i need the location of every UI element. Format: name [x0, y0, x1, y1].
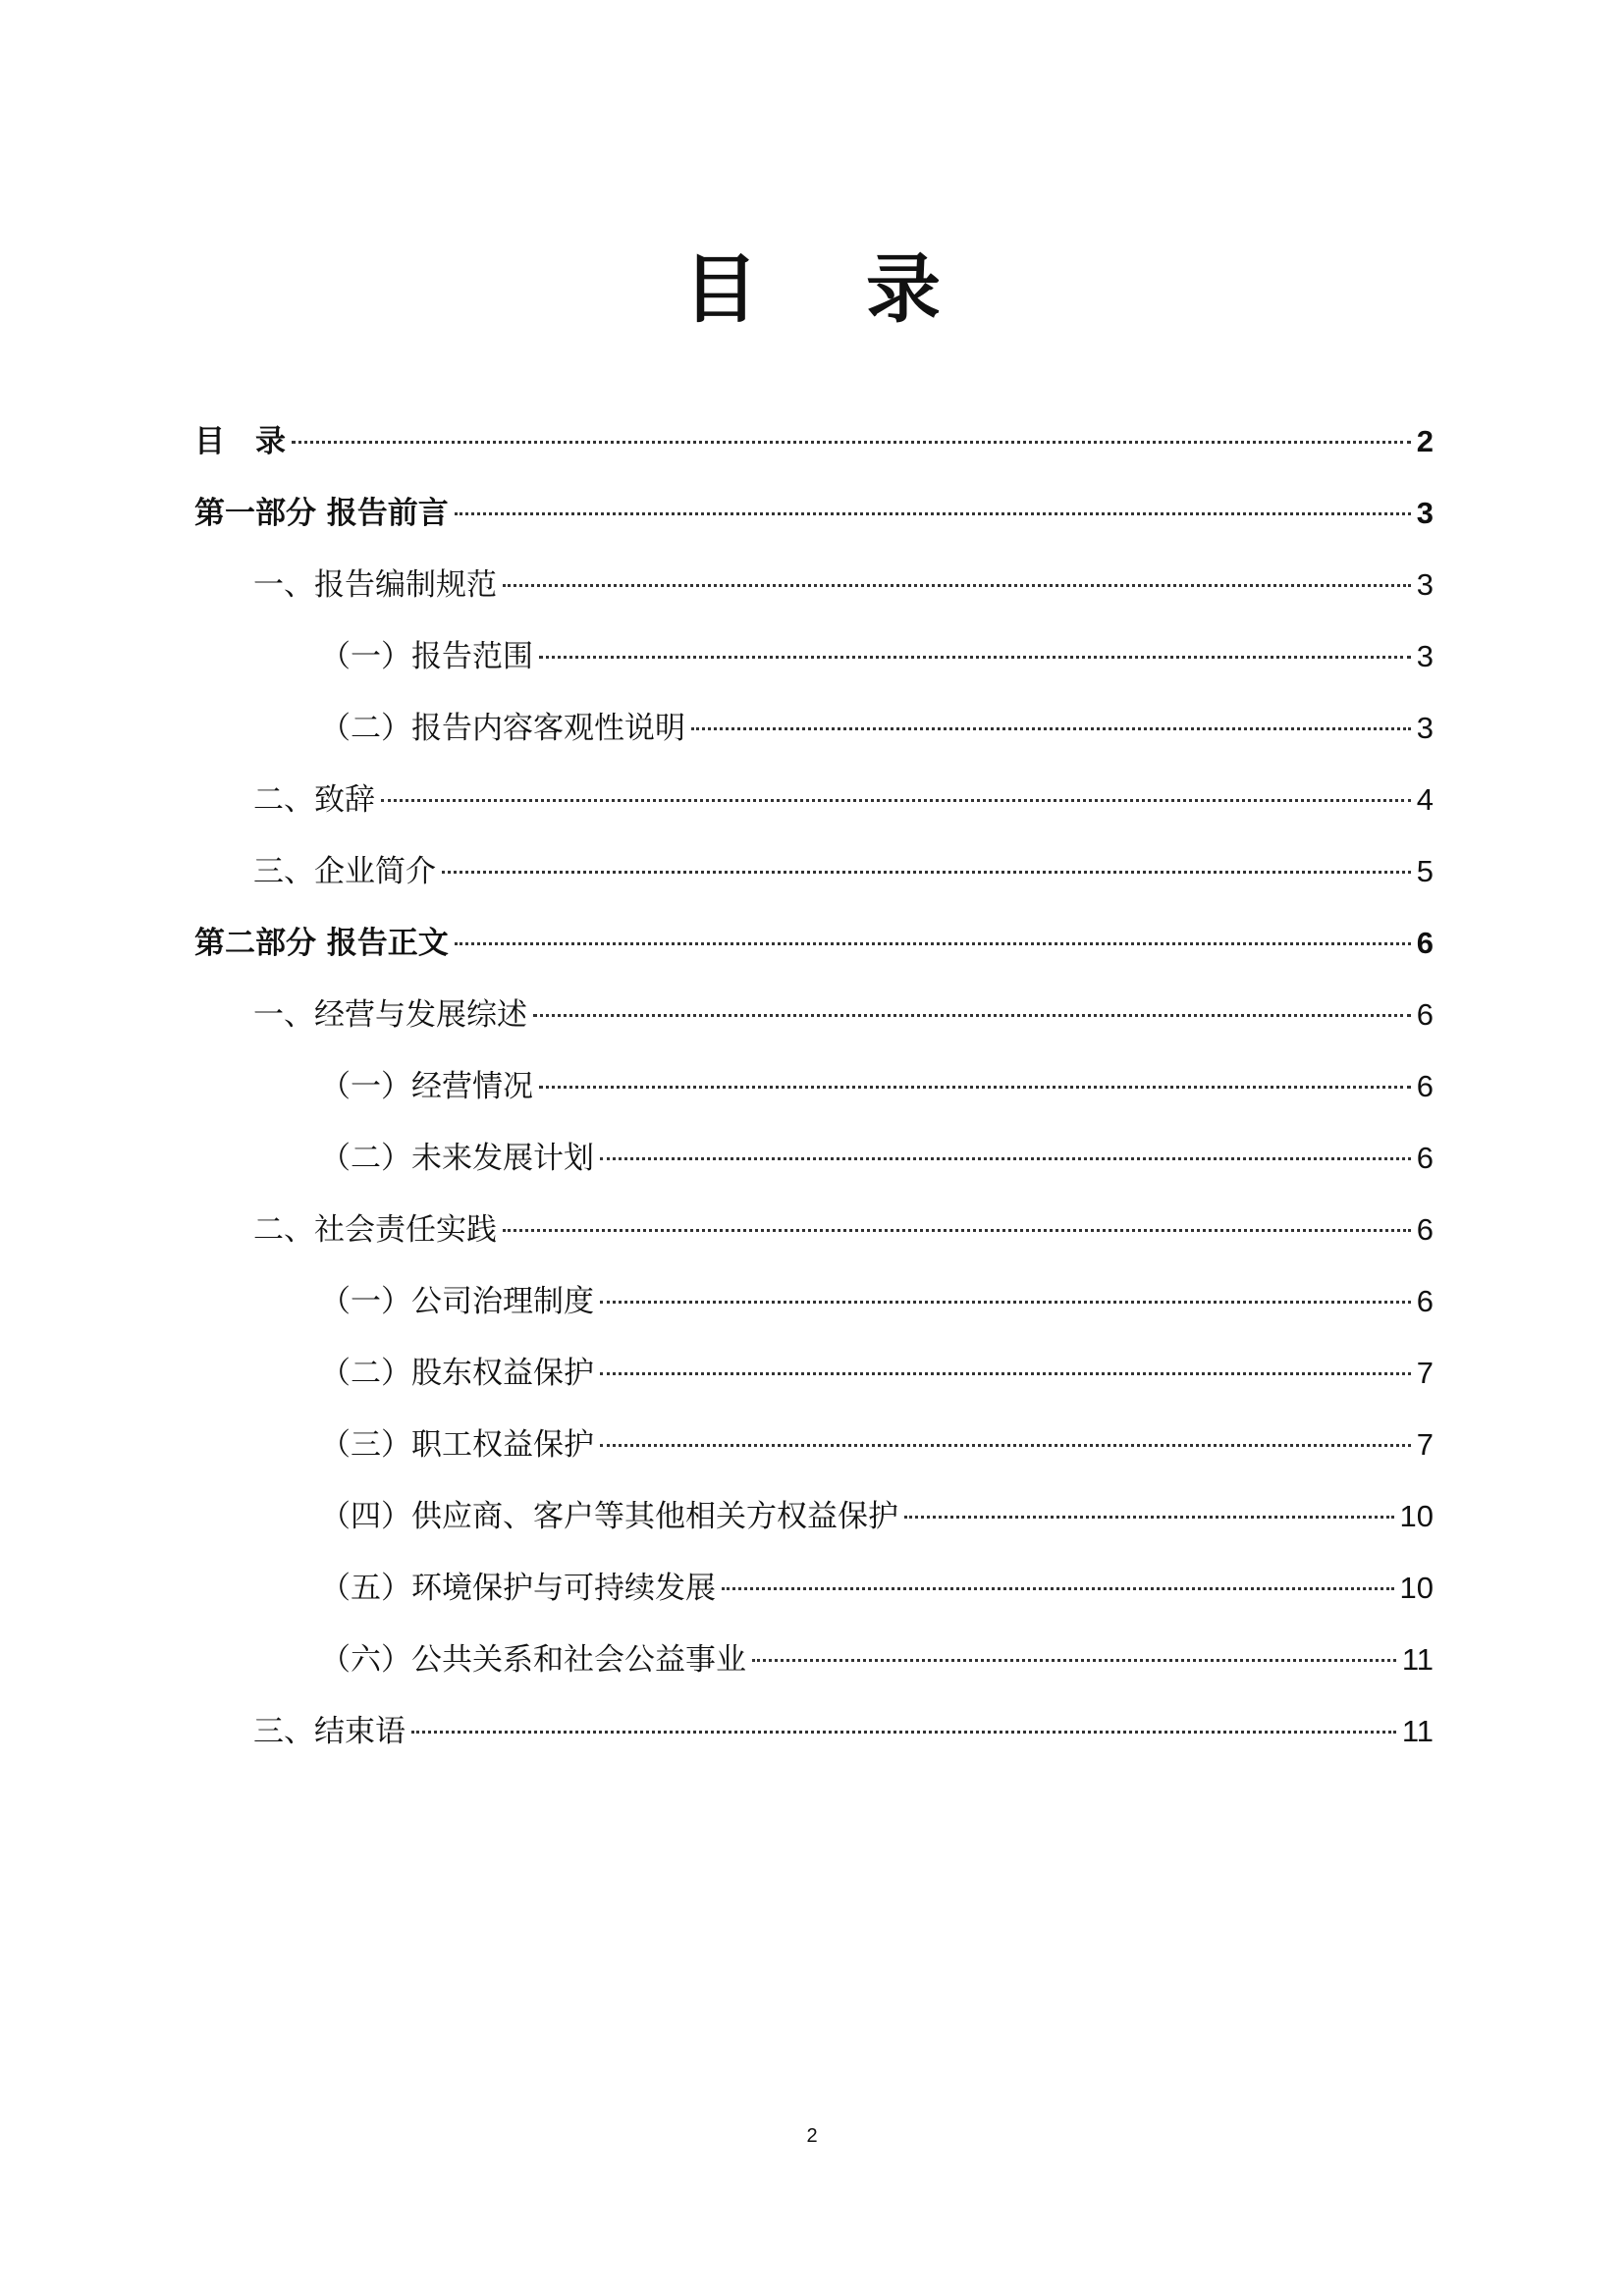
page-number: 2 [806, 2125, 818, 2147]
toc-dot-leader [752, 1659, 1396, 1662]
toc-dot-leader [411, 1731, 1396, 1734]
toc-entry-page: 7 [1416, 1356, 1434, 1390]
toc-entry-page: 6 [1416, 1212, 1434, 1247]
toc-dot-leader [455, 942, 1411, 945]
toc-dot-leader [533, 1014, 1411, 1017]
toc-entry-label: （一）公司治理制度 [320, 1284, 594, 1319]
toc-dot-leader [442, 871, 1411, 874]
toc-entry-label: 第二部分 报告正文 [194, 926, 449, 961]
toc-dot-leader [455, 512, 1411, 515]
toc-dot-leader [381, 799, 1411, 802]
toc-entry-page: 11 [1401, 1642, 1434, 1677]
toc-entry[interactable] [194, 842, 1434, 914]
toc-entry[interactable] [194, 1487, 1434, 1559]
toc-dot-leader [600, 1301, 1411, 1304]
toc-dot-leader [503, 1229, 1411, 1232]
toc-entry-label: 目 录 [194, 424, 286, 459]
table-of-contents [194, 412, 1434, 1774]
toc-entry[interactable] [194, 627, 1434, 699]
toc-entry-label: 三、结束语 [253, 1714, 406, 1749]
toc-dot-leader [292, 441, 1411, 444]
toc-entry-label: 二、社会责任实践 [253, 1212, 497, 1248]
toc-dot-leader [600, 1444, 1411, 1447]
toc-dot-leader [600, 1157, 1411, 1160]
toc-entry-label: （五）环境保护与可持续发展 [320, 1571, 716, 1606]
toc-entry-page: 10 [1399, 1499, 1434, 1533]
toc-dot-leader [503, 584, 1411, 587]
toc-entry[interactable] [194, 1201, 1434, 1272]
toc-entry-page: 3 [1416, 639, 1434, 673]
toc-dot-leader [691, 727, 1411, 730]
toc-entry[interactable] [194, 1559, 1434, 1630]
toc-entry-label: （二）股东权益保护 [320, 1356, 594, 1391]
page-title [0, 240, 1624, 339]
toc-entry-label: （二）报告内容客观性说明 [320, 711, 685, 746]
toc-entry-label: （六）公共关系和社会公益事业 [320, 1642, 746, 1678]
toc-dot-leader [539, 1086, 1411, 1089]
toc-entry[interactable] [194, 1272, 1434, 1344]
toc-entry-page: 3 [1416, 496, 1434, 530]
toc-entry-label: （二）未来发展计划 [320, 1141, 594, 1176]
toc-entry[interactable] [194, 1702, 1434, 1774]
toc-entry[interactable] [194, 1344, 1434, 1415]
toc-dot-leader [904, 1516, 1394, 1519]
toc-entry-label: 一、经营与发展综述 [253, 997, 527, 1033]
toc-entry-page: 2 [1416, 424, 1434, 458]
toc-entry-label: （四）供应商、客户等其他相关方权益保护 [320, 1499, 898, 1534]
toc-entry-label: 第一部分 报告前言 [194, 496, 449, 531]
toc-entry-page: 3 [1416, 567, 1434, 602]
toc-entry-label: （一）经营情况 [320, 1069, 533, 1104]
toc-dot-leader [722, 1587, 1394, 1590]
toc-entry[interactable] [194, 1630, 1434, 1702]
toc-entry-page: 3 [1416, 711, 1434, 745]
toc-entry-label: （三）职工权益保护 [320, 1427, 594, 1463]
toc-entry[interactable] [194, 699, 1434, 771]
toc-entry-label: 二、致辞 [253, 782, 375, 818]
toc-entry[interactable] [194, 1415, 1434, 1487]
toc-entry-page: 5 [1416, 854, 1434, 888]
toc-entry[interactable] [194, 986, 1434, 1057]
toc-entry[interactable] [194, 556, 1434, 627]
toc-entry-page: 7 [1416, 1427, 1434, 1462]
toc-entry-page: 6 [1416, 1141, 1434, 1175]
toc-entry-page: 6 [1416, 997, 1434, 1032]
toc-entry-label: 一、报告编制规范 [253, 567, 497, 603]
toc-entry[interactable] [194, 1129, 1434, 1201]
toc-entry-page: 11 [1401, 1714, 1434, 1748]
toc-entry-label: 三、企业简介 [253, 854, 436, 889]
toc-entry[interactable] [194, 771, 1434, 842]
toc-entry[interactable] [194, 914, 1434, 986]
page-title-char-2: 录 [866, 245, 941, 333]
toc-entry[interactable] [194, 484, 1434, 556]
toc-entry-page: 6 [1416, 1284, 1434, 1318]
toc-entry[interactable] [194, 412, 1434, 484]
toc-entry-page: 6 [1416, 1069, 1434, 1103]
toc-entry-label: （一）报告范围 [320, 639, 533, 674]
toc-entry-page: 4 [1416, 782, 1434, 817]
toc-dot-leader [600, 1372, 1411, 1375]
toc-entry[interactable] [194, 1057, 1434, 1129]
toc-entry-page: 6 [1416, 926, 1434, 960]
page-title-char-1: 目 [683, 245, 758, 333]
toc-entry-page: 10 [1399, 1571, 1434, 1605]
toc-dot-leader [539, 656, 1411, 659]
